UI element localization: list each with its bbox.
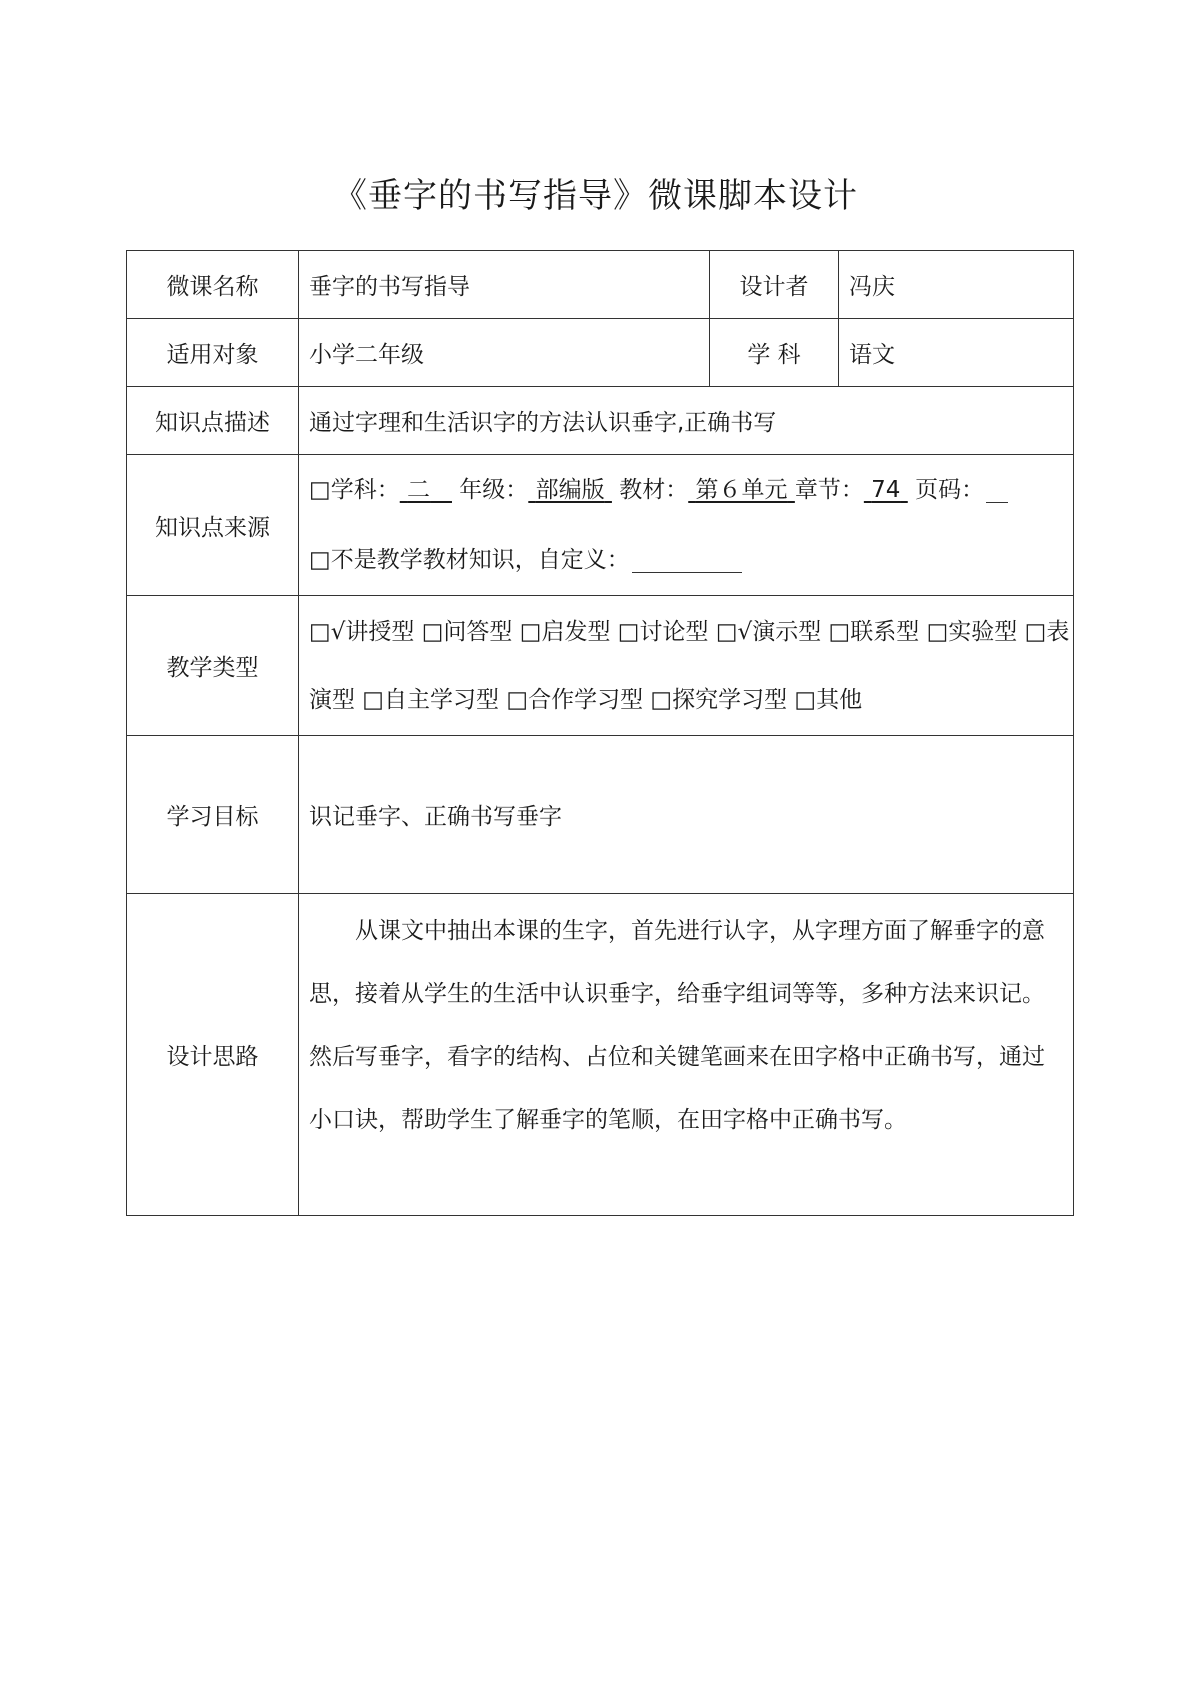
row-source [127, 455, 1074, 596]
value-design [299, 894, 1074, 1216]
label-course-name: 微课名称 [127, 251, 299, 319]
custom-checkbox-label: □不是教学教材知识，自定义： [309, 547, 630, 573]
teaching-type-line-1: □√讲授型 □问答型 □启发型 □讨论型 □√演示型 □联系型 □实验型 □表 [309, 618, 1070, 645]
custom-blank [632, 571, 742, 573]
material-label: 教材： [619, 477, 689, 503]
page-title: 《垂字的书写指导》微课脚本设计 [333, 176, 858, 216]
subject-checkbox-label: □学科： [309, 477, 400, 503]
teaching-type-line-2: 演型 □自主学习型 □合作学习型 □探究学习型 □其他 [309, 686, 863, 713]
label-description: 知识点描述 [127, 387, 299, 455]
value-goal: 识记垂字、正确书写垂字 [299, 736, 1074, 894]
label-subject: 学 科 [710, 319, 839, 387]
page-value: 74 [871, 477, 901, 503]
row-goal [127, 736, 1074, 894]
lesson-design-table [126, 250, 1074, 1216]
value-designer: 冯庆 [839, 251, 1074, 319]
unit-value: 第６单元 [695, 477, 788, 503]
grade-label: 年级： [459, 477, 529, 503]
row-audience [127, 319, 1074, 387]
value-audience: 小学二年级 [299, 319, 710, 387]
source-line-1 [309, 455, 1065, 525]
label-goal: 学习目标 [127, 736, 299, 894]
value-teaching-type [299, 596, 1074, 736]
value-source [299, 455, 1074, 596]
grade-value: 二 [407, 477, 431, 503]
label-source: 知识点来源 [127, 455, 299, 596]
label-designer: 设计者 [710, 251, 839, 319]
page-blank [986, 501, 1008, 503]
page-label: 页码： [915, 477, 985, 503]
value-course-name: 垂字的书写指导 [299, 251, 710, 319]
label-design: 设计思路 [127, 894, 299, 1216]
chapter-label: 章节： [794, 477, 864, 503]
row-teaching-type [127, 596, 1074, 736]
row-course-name [127, 251, 1074, 319]
label-teaching-type: 教学类型 [127, 596, 299, 736]
label-audience: 适用对象 [127, 319, 299, 387]
value-description: 通过字理和生活识字的方法认识垂字,正确书写 [299, 387, 1074, 455]
design-paragraph: 从课文中抽出本课的生字，首先进行认字，从字理方面了解垂字的意思，接着从学生的生活中认识垂字，给垂字组词等等，多种方法来识记。然后写垂字，看字的结构、占位和关键笔画来在田字格中正确书写，通过小口诀，帮助学生了解垂字的笔顺，在田字格中正确书写。 [309, 918, 1045, 1133]
row-design [127, 894, 1074, 1216]
source-line-2 [309, 525, 1065, 595]
value-subject: 语文 [839, 319, 1074, 387]
row-description [127, 387, 1074, 455]
edition-value: 部编版 [535, 477, 605, 503]
